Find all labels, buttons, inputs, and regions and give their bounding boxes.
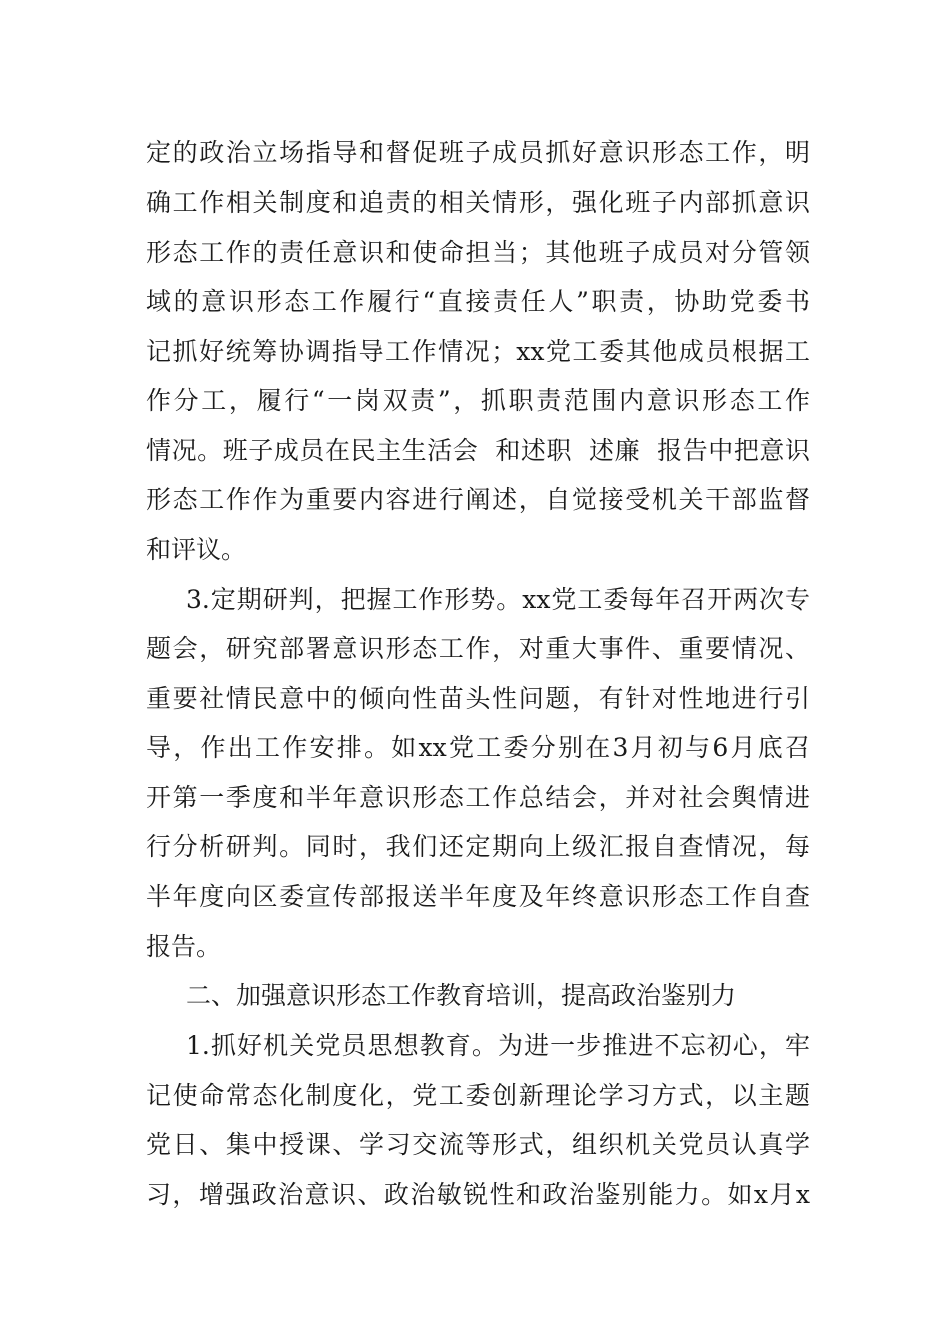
text-line: 作分工，履行“一岗双责”，抓职责范围内意识形态工作 [146, 386, 810, 415]
text-line: 题会，研究部署意识形态工作，对重大事件、重要情况、 [146, 634, 810, 663]
text-line: 党日、集中授课、学习交流等形式，组织机关党员认真学 [146, 1130, 810, 1159]
text-line: 确工作相关制度和追责的相关情形，强化班子内部抓意识 [146, 188, 810, 217]
text-line: 定的政治立场指导和督促班子成员抓好意识形态工作，明 [146, 138, 810, 167]
text-line: 重要社情民意中的倾向性苗头性问题，有针对性地进行引 [146, 684, 810, 713]
text-line: 报告。 [146, 932, 222, 961]
text-line: 开第一季度和半年意识形态工作总结会，并对社会舆情进 [146, 783, 810, 812]
paragraph-first-line: 3.定期研判，把握工作形势。xx党工委每年召开两次专 [186, 585, 810, 614]
text-line: 形态工作的责任意识和使命担当；其他班子成员对分管领 [146, 238, 810, 267]
text-line: 记使命常态化制度化，党工委创新理论学习方式，以主题 [146, 1081, 810, 1110]
section-heading: 二、加强意识形态工作教育培训，提高政治鉴别力 [186, 981, 737, 1010]
text-line: 情况。班子成员在民主生活会 和述职 述廉 报告中把意识 [146, 436, 810, 465]
text-line: 域的意识形态工作履行“直接责任人”职责，协助党委书 [146, 287, 810, 316]
text-line: 记抓好统筹协调指导工作情况；xx党工委其他成员根据工 [146, 337, 810, 366]
text-line: 行分析研判。同时，我们还定期向上级汇报自查情况，每 [146, 832, 810, 861]
text-line: 形态工作作为重要内容进行阐述，自觉接受机关干部监督 [146, 485, 810, 514]
text-line: 习，增强政治意识、政治敏锐性和政治鉴别能力。如x月x [146, 1180, 810, 1209]
text-line: 半年度向区委宣传部报送半年度及年终意识形态工作自查 [146, 882, 810, 911]
paragraph-first-line: 1.抓好机关党员思想教育。为进一步推进不忘初心，牢 [186, 1031, 810, 1060]
text-line: 和评议。 [146, 535, 247, 564]
text-line: 导，作出工作安排。如xx党工委分别在3月初与6月底召 [146, 733, 810, 762]
